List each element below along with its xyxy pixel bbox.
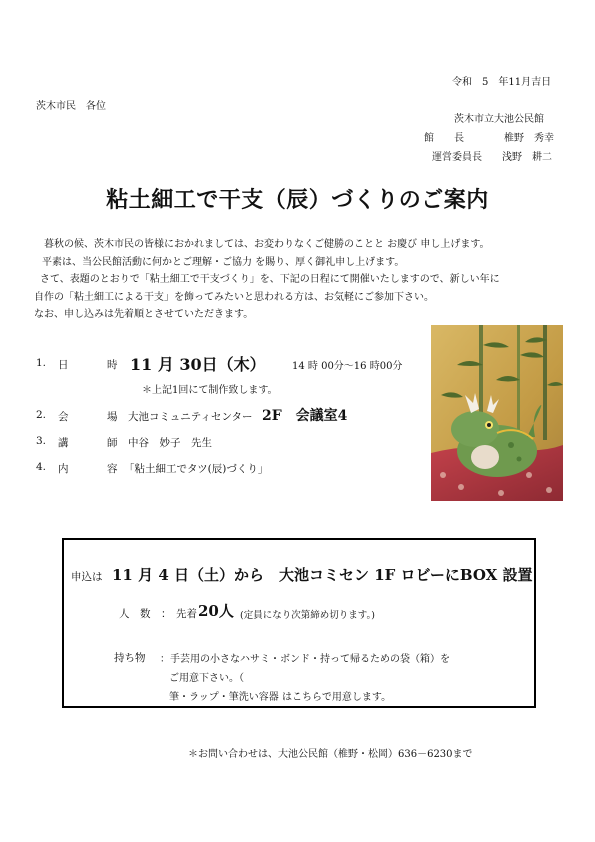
capacity-note: (定員になり次第締め切ります。) [240, 610, 375, 621]
item-label-instructor: 講 師 [58, 437, 132, 449]
item-number: 3. [36, 435, 47, 447]
bring-line: ご用意下さい。（ [169, 673, 244, 684]
capacity-value: 20人 [198, 602, 234, 620]
venue-place: 大池コミュニティセンター [128, 411, 253, 423]
item-label-date: 日 時 [58, 359, 132, 371]
document-title: 粘土細工で干支（辰）づくりのご案内 [106, 187, 489, 213]
intro-line: なお、申し込みは先着順とさせていただきます。 [34, 309, 254, 320]
apply-details: 11 月 4 日（土）から 大池コミセン 1F ロビーにBOX 設置 [112, 566, 533, 584]
intro-line: 自作の「粘土細工による干支」を飾ってみたいと思われる方は、お気軽にご参加下さい。 [34, 291, 434, 303]
signatory-role: 運営委員長 [432, 152, 482, 163]
application-box [62, 538, 536, 708]
apply-prefix: 申込は [71, 571, 103, 583]
capacity-prefix: 先着 [176, 608, 197, 620]
bring-line: ：手芸用の小さなハサミ・ボンド・持って帰るための袋（箱）を [160, 654, 450, 665]
instructor-name: 中谷 妙子 先生 [128, 437, 212, 449]
bring-label: 持ち物 [114, 652, 146, 664]
dragon-photo [431, 325, 563, 501]
bring-line: 筆・ラップ・筆洗い容器 はこちらで用意します。 [169, 692, 392, 703]
event-note: ＊上記1回にて制作致します。 [142, 385, 278, 396]
item-number: 2. [36, 409, 47, 421]
item-label-content: 内 容 [58, 463, 132, 475]
intro-line: 平素は、当公民館活動に何かとご理解・ご協力 を賜り、厚く御礼申し上げます。 [42, 256, 405, 268]
intro-paragraph [34, 236, 554, 324]
capacity-label: 人 数 ： [119, 608, 172, 620]
sender-organization: 茨木市立大池公民館 [454, 114, 544, 125]
signatory-name: 椎野 秀幸 [504, 133, 554, 144]
event-date: 11 月 30日（木） [130, 355, 266, 374]
contact-info: ＊お問い合わせは、大池公民館（椎野・松岡）636－6230まで [188, 749, 473, 760]
issue-date: 令和 5 年11月吉日 [452, 77, 552, 88]
intro-line: さて、表題のとおりで「粘土細工で干支づくり」を、下記の日程にて開催いたしますので、新しい年に [40, 274, 500, 285]
item-number: 1. [36, 357, 47, 369]
signatory-name: 浅野 耕二 [502, 152, 552, 163]
item-number: 4. [36, 461, 47, 473]
signatory-role: 館 長 [424, 133, 464, 144]
venue-room: 2F 会議室4 [262, 408, 348, 424]
item-label-venue: 会 場 [58, 411, 132, 423]
dragon-illustration [431, 325, 563, 501]
event-time: 14 時 00分～16 時00分 [292, 361, 403, 372]
addressee: 茨木市民 各位 [36, 101, 106, 112]
content-text: 「粘土細工でタツ(辰)づくり」 [124, 463, 269, 475]
intro-line: 暮秋の候、茨木市民の皆様におかれましては、お変わりなくご健勝のことと お慶び 申し上げます。 [44, 239, 490, 250]
